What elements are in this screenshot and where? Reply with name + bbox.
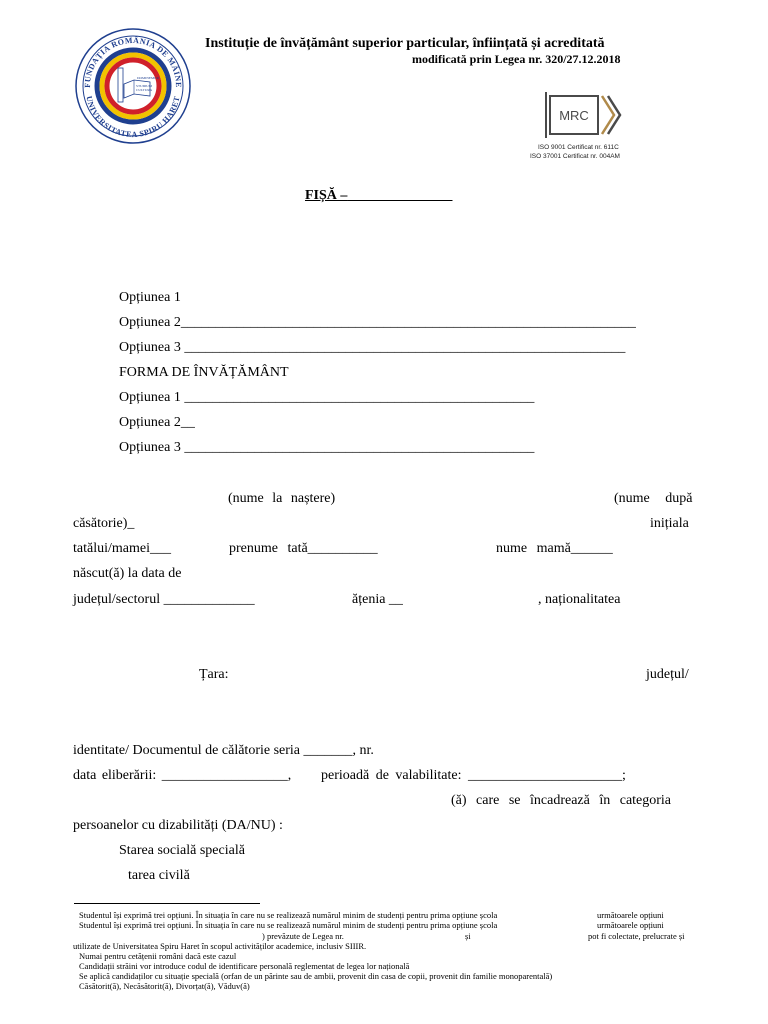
disability-category-label: (ă) care se încadrează în categoria	[451, 793, 672, 808]
married-name-field[interactable]: căsătorie)_	[73, 516, 135, 531]
svg-text:FUNDAȚIA ROMÂNIA DE MÂINE: FUNDAȚIA ROMÂNIA DE MÂINE	[82, 35, 184, 88]
cert-line-2: ISO 37001 Certificat nr. 004AM	[530, 153, 620, 160]
option-2-field[interactable]: Opțiunea 2_________________________________________________________________	[119, 315, 636, 330]
form-option-3-field[interactable]: Opțiunea 3 __________________________________________________	[119, 440, 535, 455]
form-of-education-heading: FORMA DE ÎNVĂȚĂMÂNT	[119, 365, 289, 380]
footnote-3-end: pot fi colectate, prelucrate și	[588, 931, 685, 941]
footnote-2-end: următoarele opțiuni	[597, 920, 664, 930]
special-social-status-label: Starea socială specială	[119, 843, 245, 858]
parent-initial-field[interactable]: tatălui/mamei___	[73, 541, 171, 556]
svg-text:CULTURA: CULTURA	[136, 88, 153, 92]
footnote-1-end: următoarele opțiuni	[597, 910, 664, 920]
footnote-3-mid: și	[465, 931, 471, 941]
university-logo	[68, 24, 198, 144]
birth-name-label: (nume la naștere)	[228, 491, 336, 506]
married-name-label: (nume după	[614, 491, 693, 506]
svg-text:STUDIUM: STUDIUM	[136, 84, 152, 88]
mrc-certification-logo	[538, 92, 628, 140]
footnote-divider	[74, 903, 260, 904]
issue-date-field[interactable]: data eliberării: __________________,	[73, 768, 292, 783]
institution-line-1: Instituție de învățământ superior particular, înființată și acreditată	[205, 36, 605, 51]
county-sector-field[interactable]: județul/sectorul _____________	[73, 592, 255, 607]
travel-document-field[interactable]: identitate/ Documentul de călătorie seria _______, nr.	[73, 743, 374, 758]
birth-date-label: născut(ă) la data de	[73, 566, 182, 581]
form-option-2-field[interactable]: Opțiunea 2__	[119, 415, 195, 430]
footnote-6: Candidații străini vor introduce codul de identificare personală reglementat de legea lor națională	[79, 961, 410, 971]
form-option-1-field[interactable]: Opțiunea 1 __________________________________________________	[119, 390, 535, 405]
svg-text:UNIVERSITATEA SPIRU HARET: UNIVERSITATEA SPIRU HARET	[84, 95, 182, 140]
footnote-2: Studentul își exprimă trei opțiuni. În situația în care nu se realizează numărul minim de studenți pentru prima opțiune școla	[79, 920, 498, 930]
svg-text:DOMINEMUR: DOMINEMUR	[137, 76, 159, 80]
option-3-field[interactable]: Opțiunea 3 _______________________________________________________________	[119, 340, 626, 355]
citizenship-field[interactable]: ățenia __	[352, 592, 403, 607]
nationality-label: , naționalitatea	[538, 592, 621, 607]
cert-line-1: ISO 9001 Certificat nr. 611C	[538, 144, 619, 151]
footnote-3: ) prevăzute de Legea nr.	[262, 931, 344, 941]
footnote-4: utilizate de Universitatea Spiru Haret în scopul activităților academice, inclusiv SIIIR.	[73, 941, 367, 951]
title-blank[interactable]: _______________	[347, 188, 453, 203]
civil-status-label: tarea civilă	[128, 868, 190, 883]
country-label: Țara:	[199, 667, 229, 682]
footnote-7: Se aplică candidaților cu situație specială (orfan de un părinte sau de ambii, provenit din casa de copii, provenit din familie monoparentală)	[79, 971, 553, 981]
footnote-1: Studentul își exprimă trei opțiuni. În situația în care nu se realizează numărul minim de studenți pentru prima opțiune școla	[79, 910, 498, 920]
county-label: județul/	[646, 667, 689, 682]
option-1-label: Opțiunea 1	[119, 290, 181, 305]
document-title: FIȘĂ –_______________	[305, 188, 453, 203]
parent-initial-label: inițiala	[650, 516, 689, 531]
footnote-5: Numai pentru cetățenii români dacă este cazul	[79, 951, 237, 961]
svg-text:MRC: MRC	[559, 108, 589, 123]
validity-period-field[interactable]: perioadă de valabilitate: ______________________;	[321, 768, 626, 783]
father-first-name-field[interactable]: prenume tată__________	[229, 541, 378, 556]
mother-name-field[interactable]: nume mamă______	[496, 541, 613, 556]
institution-line-2: modificată prin Legea nr. 320/27.12.2018	[412, 52, 621, 66]
disability-yes-no-label: persoanelor cu dizabilități (DA/NU) :	[73, 818, 283, 833]
footnote-8: Căsătorit(ă), Necăsătorit(ă), Divorțat(ă), Văduv(ă)	[79, 981, 250, 991]
